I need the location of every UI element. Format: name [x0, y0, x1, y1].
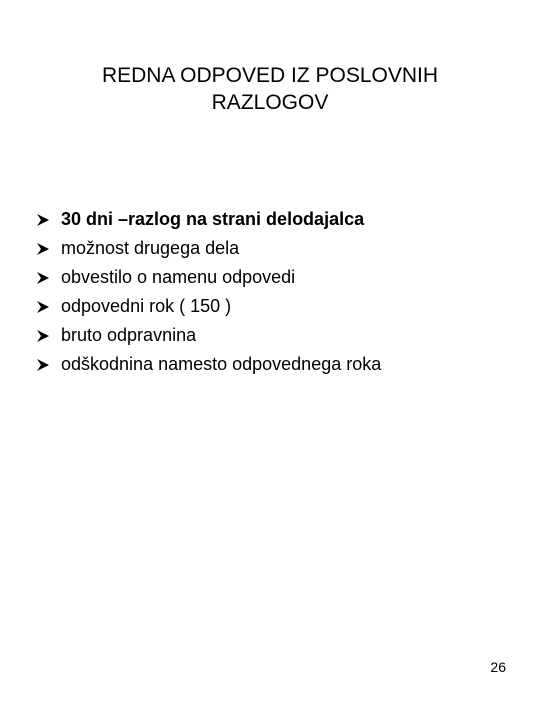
bullet-text: odškodnina namesto odpovednega roka — [61, 354, 382, 374]
bullet-item — [36, 350, 381, 379]
bullet-item — [36, 205, 381, 234]
slide-title — [40, 62, 500, 116]
arrow-bullet-icon — [36, 271, 50, 285]
bullet-item — [36, 263, 381, 292]
page-number: 26 — [490, 659, 506, 675]
bullet-text: obvestilo o namenu odpovedi — [61, 267, 296, 287]
slide-title-line-2: RAZLOGOV — [211, 91, 329, 114]
arrow-bullet-icon — [36, 329, 50, 343]
bullet-item — [36, 234, 381, 263]
bullet-text: možnost drugega dela — [61, 238, 240, 258]
bullet-text: 30 dni –razlog na strani delodajalca — [61, 209, 365, 229]
arrow-bullet-icon — [36, 242, 50, 256]
bullet-text: bruto odpravnina — [61, 325, 197, 345]
bullet-item — [36, 321, 381, 350]
bullet-list — [36, 205, 381, 379]
arrow-bullet-icon — [36, 213, 50, 227]
bullet-text: odpovedni rok ( 150 ) — [61, 296, 232, 316]
bullet-item — [36, 292, 381, 321]
arrow-bullet-icon — [36, 300, 50, 314]
arrow-bullet-icon — [36, 358, 50, 372]
slide-title-line-1: REDNA ODPOVED IZ POSLOVNIH — [101, 64, 439, 87]
